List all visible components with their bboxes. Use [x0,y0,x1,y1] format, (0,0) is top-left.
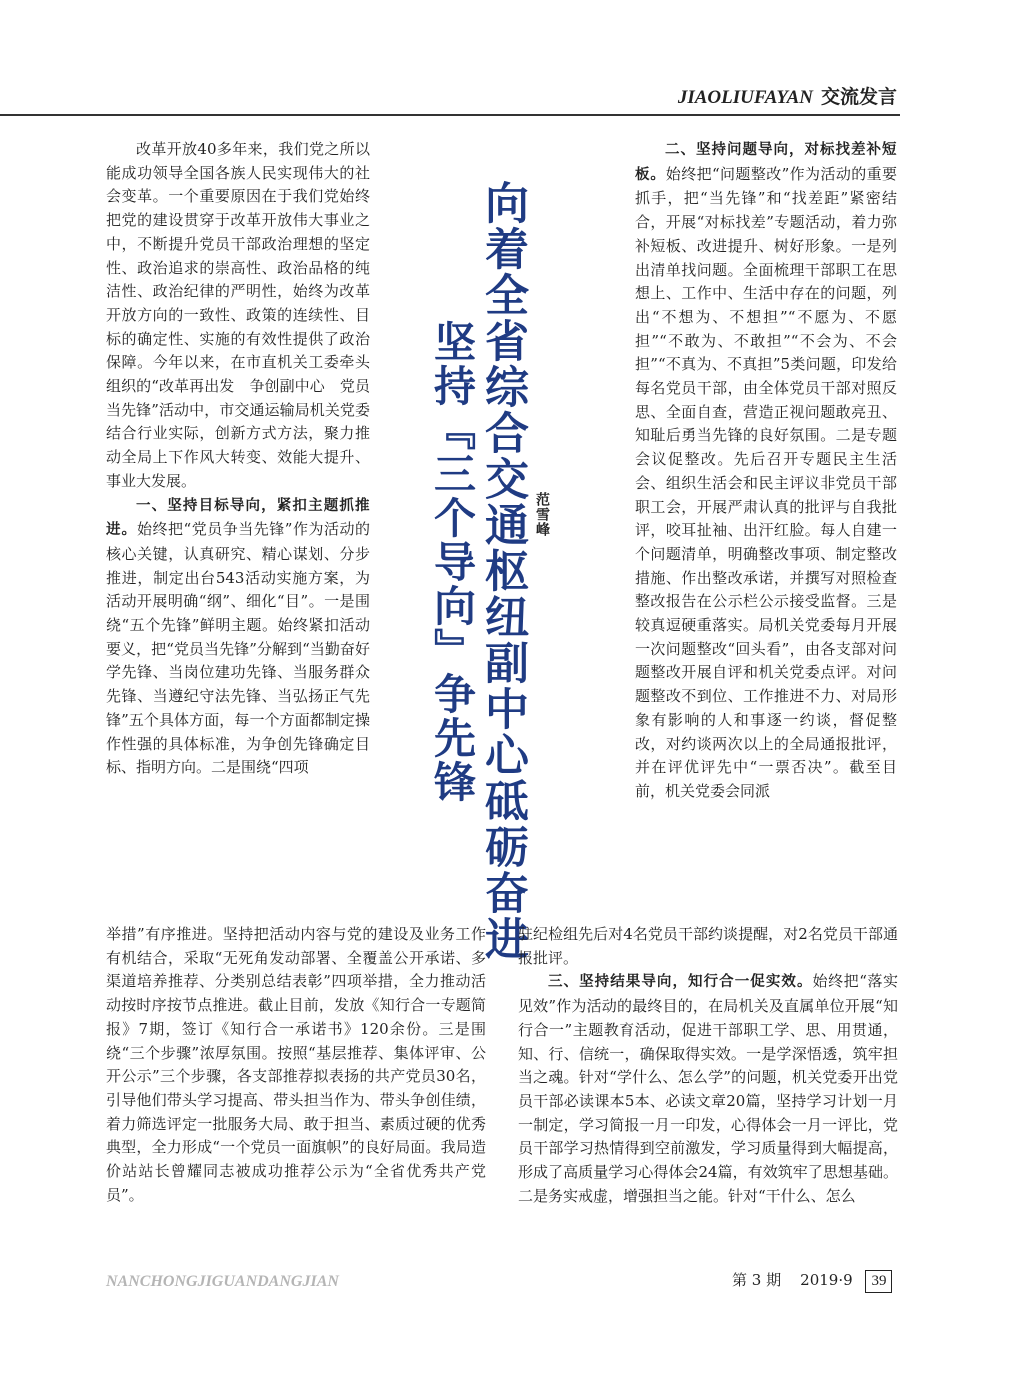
section-1-continued: 举措”有序推进。坚持把活动内容与党的建设及业务工作有机结合，采取“无死角发动部署、全覆盖公开承诺、多渠道培养推荐、分类别总结表彰”四项举措，全力推动活动按时序按节点推进。截止目前，发放《知行合一专题简报》7期，签订《知行合一承诺书》120余份。三是围绕“三个步骤”浓厚氛围。按照“基层推荐、集体评审、公开公示”三个步骤，各支部推荐拟表扬的共产党员30名，引导他们带头学习提高、带头担当作为、带头争创佳绩，着力筛选评定一批服务大局、敢于担当、素质过硬的优秀典型，全力形成“一个党员一面旗帜”的良好局面。我局造价站站长曾耀同志被成功推荐公示为“全省优秀共产党员”。 [106,925,486,1204]
section-2-paragraph [635,138,897,804]
column-heading-chinese: 交流发言 [820,86,897,108]
section-1-heading: 一、坚持目标导向，紧扣主题抓推进。 [106,497,370,539]
page-number: 39 [865,1270,892,1293]
section-1-paragraph [106,494,370,780]
section-3-paragraph [518,970,898,1208]
footer-issue-info [732,1269,892,1293]
article-title: 向着全省综合交通枢纽副中心砥砺奋进 [477,180,528,962]
section-1-text: 始终把“党员争当先锋”作为活动的核心关键，认真研究、精心谋划、分步推进，制定出台543活动实施方案，为活动开展明确“纲”、细化“目”。一是围绕“五个先锋”鲜明主题。始终紧扣活动要义，把“党员当先锋”分解到“当勤奋好学先锋、当岗位建功先锋、当服务群众先锋、当遵纪守法先锋、当弘扬正气先锋”五个具体方面，每一个方面都制定操作性强的具体标准，为争创先锋确定目标、指明方向。二是围绕“四项 [106,520,371,777]
intro-paragraph: 改革开放40多年来，我们党之所以能成功领导全国各族人民实现伟大的社会变革。一个重要原因在于我们党始终把党的建设贯穿于改革开放伟大事业之中，不断提升党员干部政治理想的坚定性、政治追求的崇高性、政治品格的纯洁性、政治纪律的严明性，始终为改革开放方向的一致性、政策的连续性、目标的确定性、实施的有效性提供了政治保障。今年以来，在市直机关工委牵头组织的“改革再出发 争创副中心 党员当先锋”活动中，市交通运输局机关党委结合行业实际，创新方式方法，聚力推动全局上下作风大转变、效能大提升、事业大发展。 [106,140,370,490]
left-column-top [106,138,370,780]
column-heading-pinyin: JIAOLIUFAYAN [677,87,813,108]
header-rule [0,114,900,116]
article-subtitle: 坚持『三个导向』争先锋 [428,320,477,804]
page-header [0,76,1015,116]
footer-date: 2019·9 [800,1271,853,1289]
section-2-heading: 二、坚持问题导向，对标找差补短板。 [635,142,897,183]
right-column-top [635,138,897,804]
author-name: 范雪峰 [534,492,550,537]
section-3-heading: 三、坚持结果导向，知行合一促实效。 [548,974,813,991]
right-column-bottom [518,923,898,1208]
section-2-continued: 驻纪检组先后对4名党员干部约谈提醒，对2名党员干部通报批评。 [518,925,898,967]
section-3-text: 始终把“落实见效”作为活动的最终目的，在局机关及直属单位开展“知行合一”主题教育活动，促进干部职工学、思、用贯通，知、行、信统一，确保取得实效。一是学深悟透，筑牢担当之魂。针对“学什么、怎么学”的问题，机关党委开出党员干部必读课本5本、必读文章20篇，坚持学习计划一月一制定，学习简报一月一印发，心得体会一月一评比，党员干部学习热情得到空前激发，学习质量得到大幅提高，形成了高质量学习心得体会24篇，有效筑牢了思想基础。二是务实戒虚，增强担当之能。针对“干什么、怎么 [518,972,899,1205]
footer-publication-name: NANCHONGJIGUANDANGJIAN [106,1273,339,1290]
column-heading [678,82,897,109]
left-column-bottom [106,923,486,1207]
footer-issue: 第 3 期 [732,1271,782,1289]
section-2-text: 始终把“问题整改”作为活动的重要抓手，把“当先锋”和“找差距”紧密结合，开展“对标找差”专题活动，着力弥补短板、改进提升、树好形象。一是列出清单找问题。全面梳理干部职工在思想上、工作中、生活中存在的问题，列出“不想为、不想担”“不愿为、不愿担”“不敢为、不敢担”“不会为、不会担”“不真为、不真担”5类问题，印发给每名党员干部，由全体党员干部对照反思、全面自查，营造正视问题敢亮丑、知耻后勇当先锋的良好氛围。二是专题会议促整改。先后召开专题民主生活会、组织生活会和民主评议非党员干部职工会，开展严肃认真的批评与自我批评，咬耳扯袖、出汗红脸。每人自建一个问题清单，明确整改事项、制定整改措施、作出整改承诺，并撰写对照检查整改报告在公示栏公示接受监督。三是较真逗硬重落实。局机关党委每月开展一次问题整改“回头看”，由各支部对问题整改开展自评和机关党委点评。对问题整改不到位、工作推进不力、对局形象有影响的人和事逐一约谈，督促整改，对约谈两次以上的全局通报批评，并在评优评先中“一票否决”。截至目前，机关党委会同派 [635,164,898,800]
